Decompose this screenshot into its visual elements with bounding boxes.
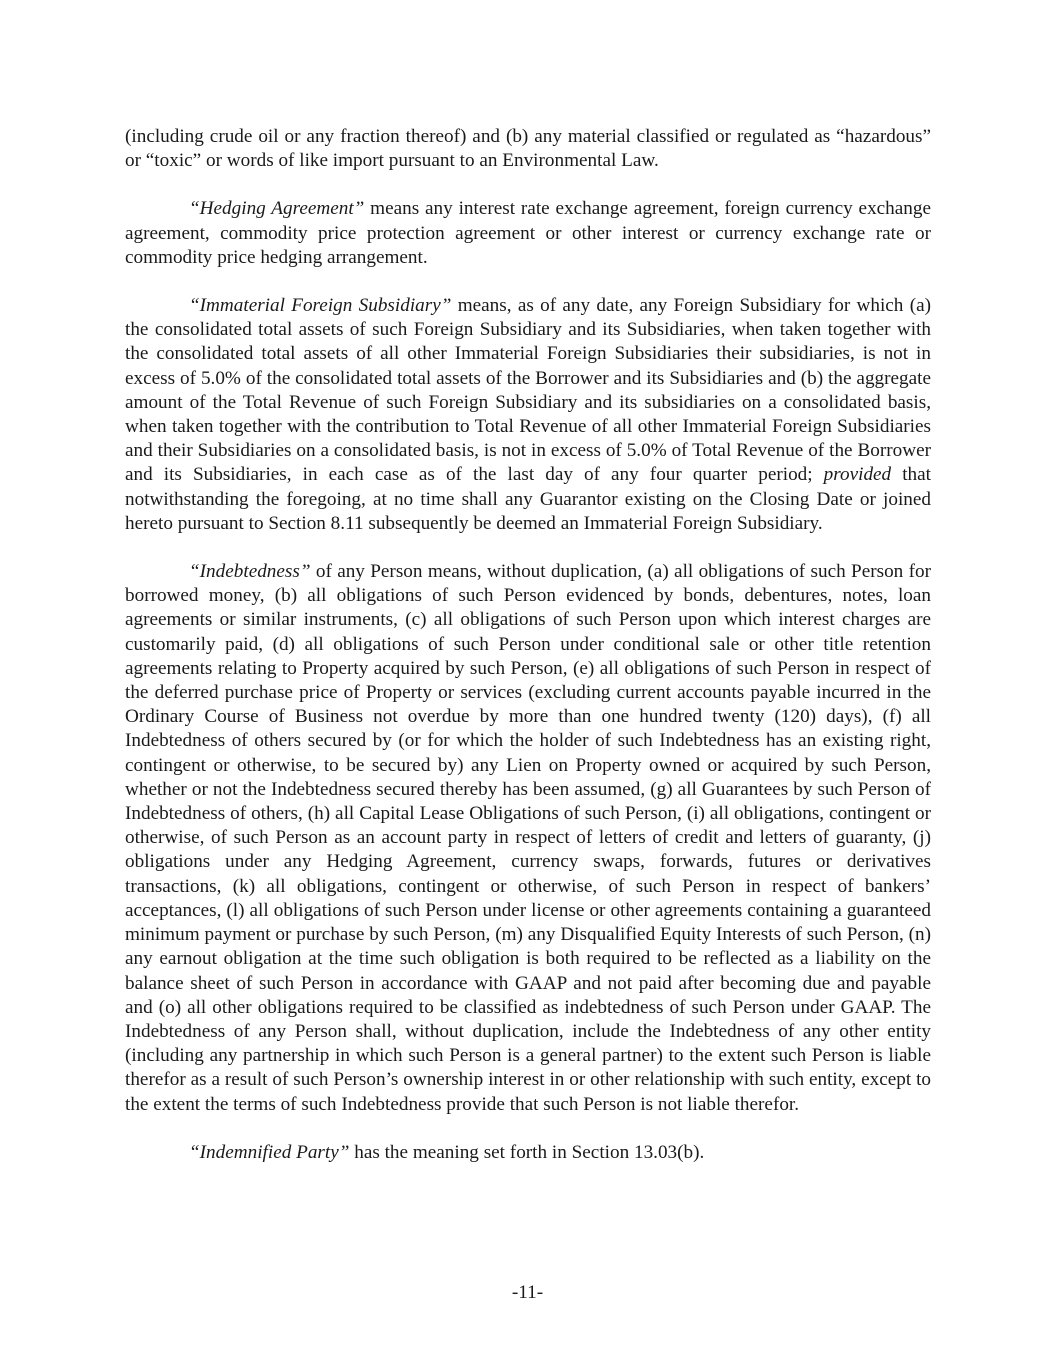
defined-term: “Immaterial Foreign Subsidiary” <box>189 295 452 317</box>
document-body <box>125 125 931 1189</box>
paragraph-continuation <box>125 125 931 173</box>
page-number: -11- <box>511 1282 544 1303</box>
definition-text: means any interest rate exchange agreement, foreign currency exchange agreement, commodity price protection agreement or other interest or currency exchange rate or commodity price hedging arrangement. <box>125 198 931 268</box>
definition-indebtedness <box>125 560 931 1117</box>
definition-text: means, as of any date, any Foreign Subsidiary for which (a) the consolidated total assets of such Foreign Subsidiary and its Subsidiaries, when taken together with the consolidated total assets of all other Immaterial Foreign Subsidiaries their subsidiaries, is not in excess of 5.0% of the consolidated total assets of the Borrower and its Subsidiaries and (b) the aggregate amount of the Total Revenue of such Foreign Subsidiary and its subsidiaries on a consolidated basis, when taken together with the contribution to Total Revenue of all other Immaterial Foreign Subsidiaries and their Subsidiaries on a consolidated basis, is not in excess of 5.0% of Total Revenue of the Borrower and its Subsidiaries, in each case as of the last day of any four quarter period; <box>125 295 931 486</box>
defined-term: “Indemnified Party” <box>189 1141 350 1163</box>
definition-indemnified-party <box>125 1141 931 1165</box>
definition-text-continued: that notwithstanding the foregoing, at no time shall any Guarantor existing on the Closing Date or joined hereto pursuant to Section 8.11 subsequently be deemed an Immaterial Foreign Subsidiary. <box>125 464 931 534</box>
paragraph-text: (including crude oil or any fraction thereof) and (b) any material classified or regulated as “hazardous” or “toxic” or words of like import pursuant to an Environmental Law. <box>125 126 931 172</box>
defined-term: “Hedging Agreement” <box>189 198 365 220</box>
defined-term: “Indebtedness” <box>189 561 311 583</box>
definition-hedging-agreement <box>125 197 931 270</box>
definition-text: has the meaning set forth in Section 13.03(b). <box>349 1141 705 1163</box>
definition-text: of any Person means, without duplication, (a) all obligations of such Person for borrowed money, (b) all obligations of such Person evidenced by bonds, debentures, notes, loan agreements or similar instruments, (c) all obligations of such Person upon which interest charges are customarily paid, (d) all obligations of such Person under conditional sale or other title retention agreements relating to Property acquired by such Person, (e) all obligations of such Person in respect of the deferred purchase price of Property or services (excluding current accounts payable incurred in the Ordinary Course of Business not overdue by more than one hundred twenty (120) days), (f) all Indebtedness of others secured by (or for which the holder of such Indebtedness has an existing right, contingent or otherwise, to be secured by) any Lien on Property owned or acquired by such Person, whether or not the Indebtedness secured thereby has been assumed, (g) all Guarantees by such Person of Indebtedness of others, (h) all Capital Lease Obligations of such Person, (i) all obligations, contingent or otherwise, of such Person as an account party in respect of letters of credit and letters of guaranty, (j) obligations under any Hedging Agreement, currency swaps, forwards, futures or derivatives transactions, (k) all obligations, contingent or otherwise, of such Person in respect of bankers’ acceptances, (l) all obligations of such Person under license or other agreements containing a guaranteed minimum payment or purchase by such Person, (m) any Disqualified Equity Interests of such Person, (n) any earnout obligation at the time such obligation is both required to be reflected as a liability on the balance sheet of such Person in accordance with GAAP and not paid after becoming due and payable and (o) all other obligations required to be classified as indebtedness of such Person under GAAP. The Indebtedness of any Person shall, without duplication, include the Indebtedness of any other entity (including any partnership in which such Person is a general partner) to the extent such Person is liable therefor as a result of such Person’s ownership interest in or other relationship with such entity, except to the extent the terms of such Indebtedness provide that such Person is not liable therefor. <box>125 561 931 1115</box>
italic-word: provided <box>823 464 892 486</box>
definition-immaterial-foreign-subsidiary <box>125 294 931 536</box>
